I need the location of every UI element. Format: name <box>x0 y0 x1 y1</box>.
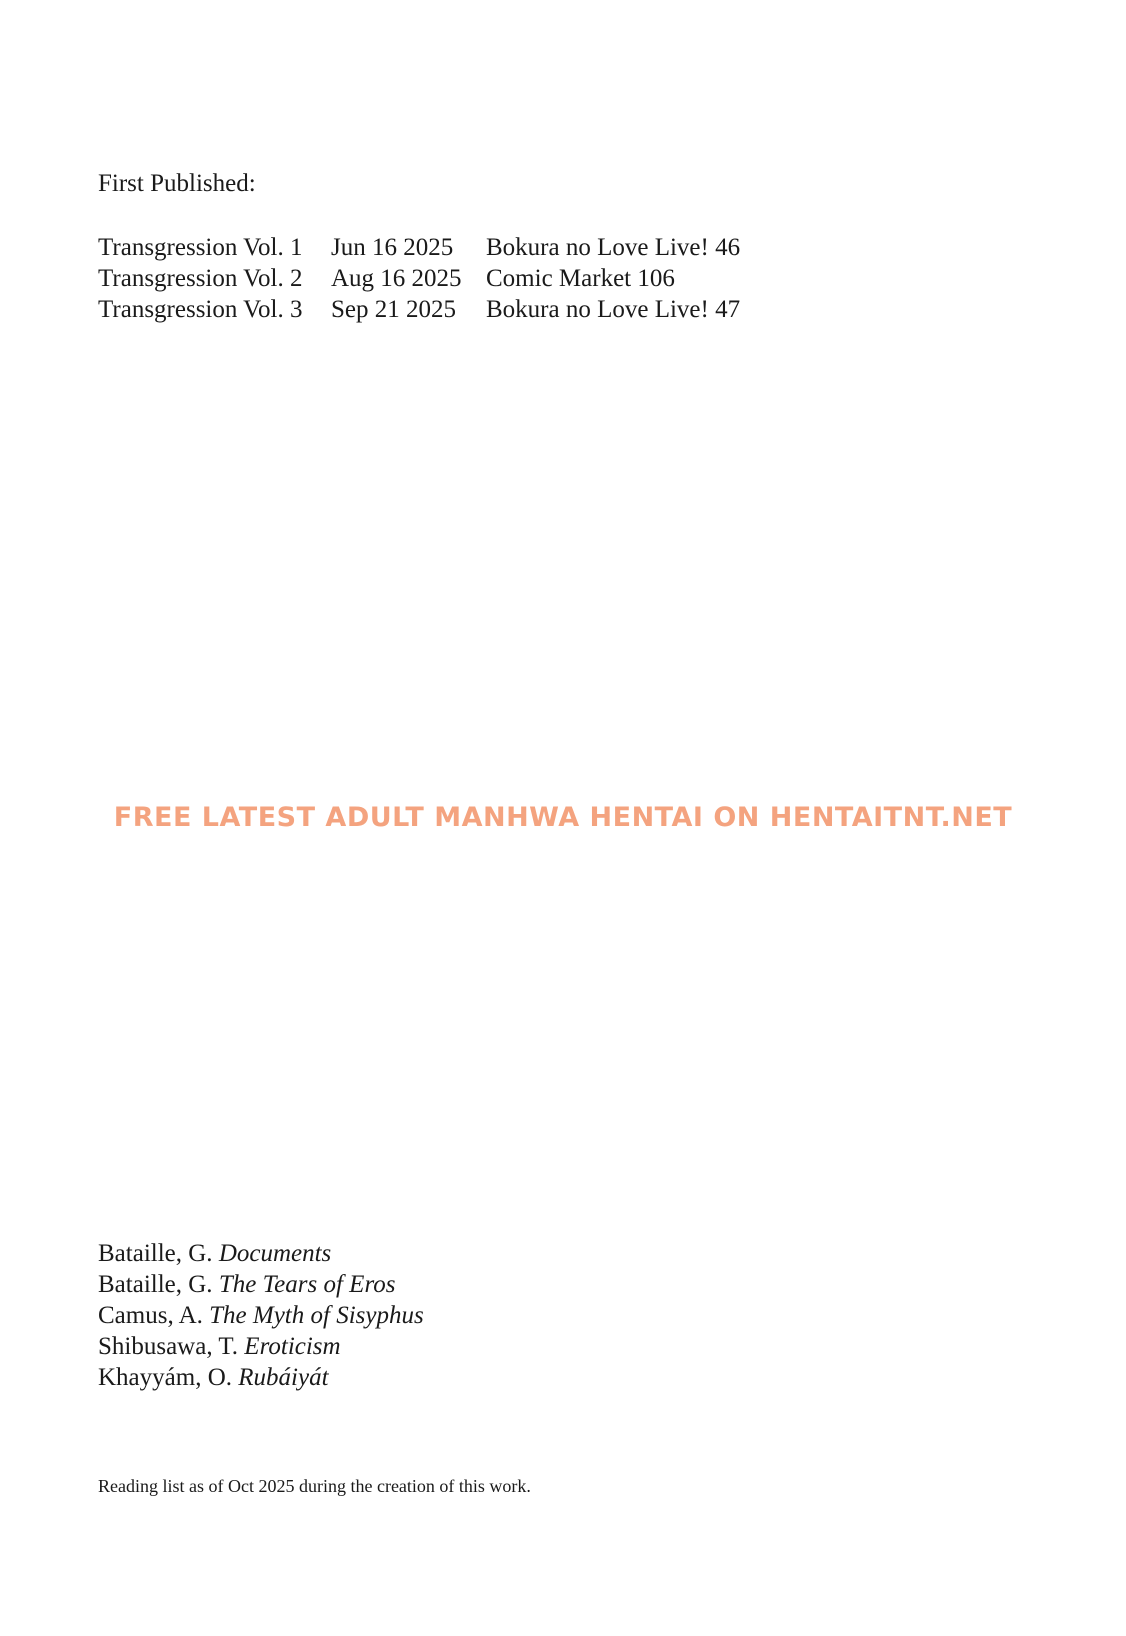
reading-author: Khayyám, O. <box>98 1364 232 1391</box>
reading-list-item <box>98 1331 424 1362</box>
publication-date: Jun 16 2025 <box>331 234 454 261</box>
publication-row <box>98 232 786 263</box>
reading-list-item <box>98 1269 424 1300</box>
publication-date: Sep 21 2025 <box>331 296 456 323</box>
reading-work: Rubáiyát <box>238 1364 329 1391</box>
reading-author: Bataille, G. <box>98 1271 213 1298</box>
reading-list-item <box>98 1362 424 1393</box>
reading-work: Documents <box>218 1240 332 1267</box>
reading-author: Shibusawa, T. <box>98 1333 239 1360</box>
publication-venue: Comic Market 106 <box>486 265 675 292</box>
publication-venue: Bokura no Love Live! 47 <box>486 296 741 323</box>
reading-list-item <box>98 1300 424 1331</box>
publication-venue: Bokura no Love Live! 46 <box>486 234 741 261</box>
reading-list <box>98 1238 424 1393</box>
reading-work: The Myth of Sisyphus <box>209 1302 424 1329</box>
publication-row <box>98 263 786 294</box>
first-published-heading: First Published: <box>98 170 256 197</box>
reading-work: The Tears of Eros <box>218 1271 396 1298</box>
reading-list-footnote: Reading list as of Oct 2025 during the creation of this work. <box>98 1476 531 1496</box>
publication-title: Transgression Vol. 2 <box>98 265 303 292</box>
reading-work: Eroticism <box>244 1333 341 1360</box>
watermark: FREE LATEST ADULT MANHWA HENTAI ON HENTAITNT.NET <box>113 802 1013 833</box>
reading-list-item <box>98 1238 424 1269</box>
publication-title: Transgression Vol. 1 <box>98 234 303 261</box>
reading-author: Camus, A. <box>98 1302 203 1329</box>
publication-title: Transgression Vol. 3 <box>98 296 303 323</box>
reading-author: Bataille, G. <box>98 1240 213 1267</box>
publication-table <box>98 232 786 325</box>
publication-row <box>98 294 786 325</box>
publication-date: Aug 16 2025 <box>331 265 462 292</box>
